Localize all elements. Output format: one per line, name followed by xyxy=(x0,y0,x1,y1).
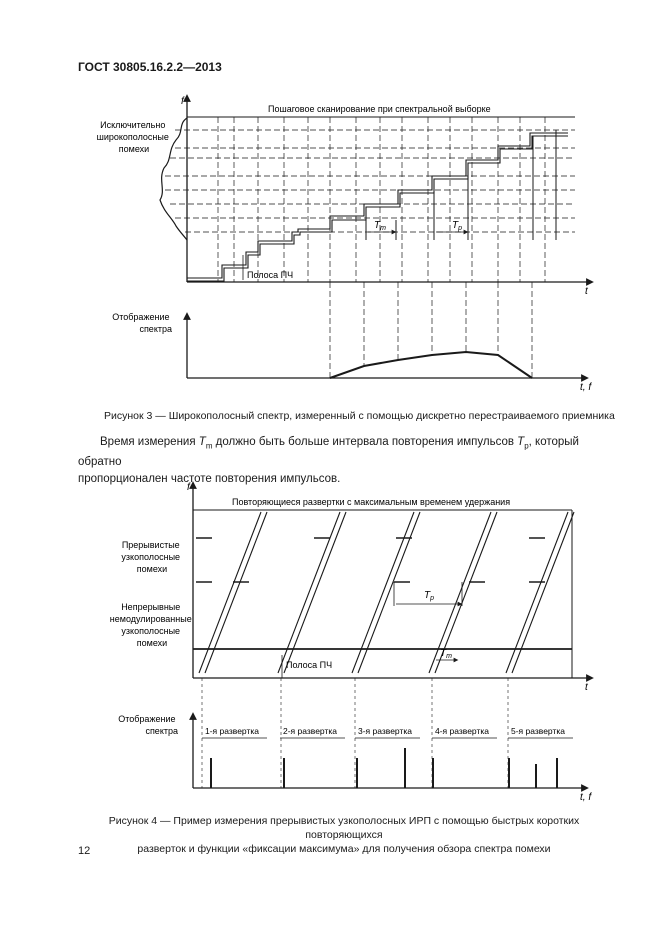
axis-t-label: t xyxy=(585,682,588,693)
sweep-2-label: 2-я развертка xyxy=(283,726,337,736)
tm-label: $T_m$ xyxy=(440,648,452,660)
horizontal-grid xyxy=(165,130,575,232)
tp-label: $T_p$ xyxy=(424,590,435,602)
spectrum-curve xyxy=(330,352,532,378)
figure-3-caption: Рисунок 3 — Широкополосный спектр, измеренный с помощью дискретно перестраиваемого приемника xyxy=(104,410,615,422)
scan-staircase xyxy=(187,133,568,281)
display-spikes xyxy=(211,748,557,788)
sweep-5-label: 5-я развертка xyxy=(511,726,565,736)
figure-3-diagram xyxy=(0,88,661,393)
sweep-3-label: 3-я развертка xyxy=(358,726,412,736)
vertical-grid xyxy=(218,117,545,282)
axis-f-label: f xyxy=(187,482,190,493)
document-title: ГОСТ 30805.16.2.2—2013 xyxy=(78,60,222,74)
band-if-label: Полоса ПЧ xyxy=(286,660,333,670)
sweep-1-label: 1-я развертка xyxy=(205,726,259,736)
wideband-label: Исключительно широкополосные помехи xyxy=(96,120,169,154)
body-paragraph: Время измерения $T_m$ должно быть больше интервала повторения импульсов $T_p$, который обратно пропорционален частоте повторения импульсов. xyxy=(78,436,579,486)
band-if-label: Полоса ПЧ xyxy=(247,270,294,280)
tp-label: $T_p$ xyxy=(452,220,463,232)
sweep-4-label: 4-я развертка xyxy=(435,726,489,736)
sweep-labels xyxy=(205,726,565,736)
fig3-title: Пошаговое сканирование при спектральной выборке xyxy=(268,104,491,114)
axis-t-label: t xyxy=(585,286,588,297)
display-label: Отображение спектра xyxy=(112,312,172,334)
axis-f-label: f xyxy=(181,96,184,107)
continuous-label: Непрерывные немодулированные узкополосные помехи xyxy=(109,602,192,648)
figure-4-diagram xyxy=(0,475,661,803)
axis-tf-label: t, f xyxy=(580,792,592,803)
tm-label: $T_m$ xyxy=(374,220,386,232)
intermittent-label: Прерывистые узкополосные помехи xyxy=(121,540,181,574)
page-number: 12 xyxy=(78,845,91,857)
display-label: Отображение спектра xyxy=(118,714,178,736)
fig4-title: Повторяющиеся развертки с максимальным временем удержания xyxy=(232,497,511,507)
figure-4-caption: Рисунок 4 — Пример измерения прерывистых узкополосных ИРП с помощью быстрых коротких повторяющихся разверток и функции «фиксации максимума» для получения обзора спектра помехи xyxy=(108,815,580,855)
axis-tf-label: t, f xyxy=(580,382,592,393)
